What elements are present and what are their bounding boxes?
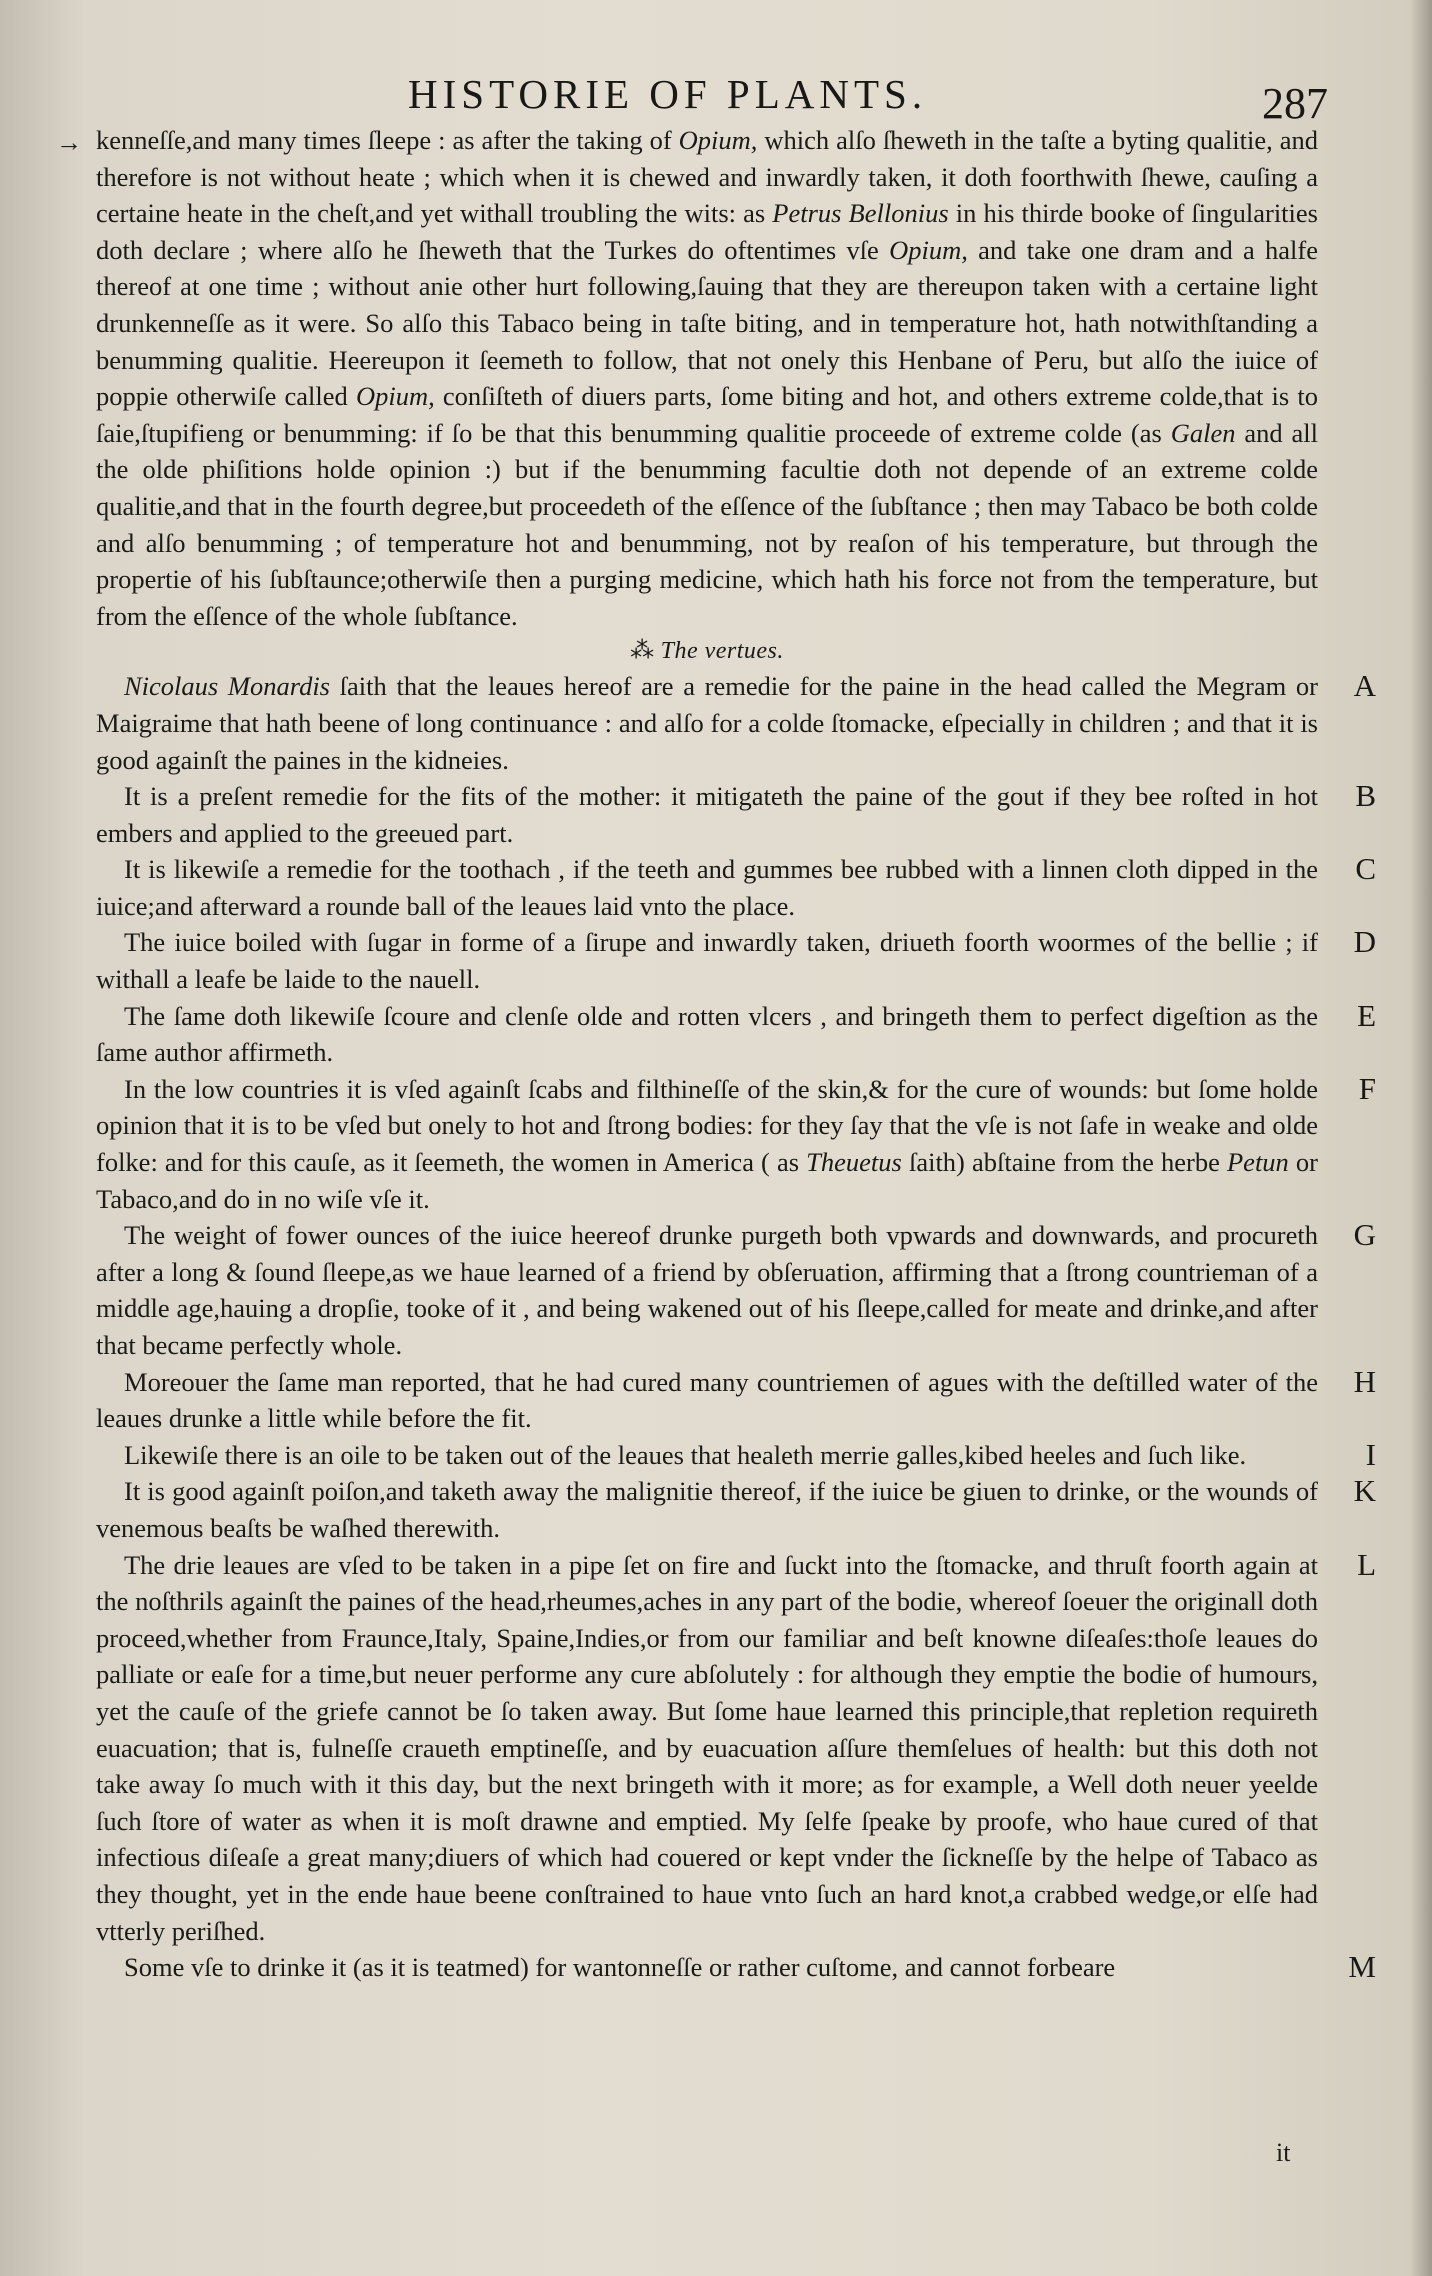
- vertue-paragraph: [96, 1217, 1376, 1363]
- margin-letter: L: [1357, 1546, 1376, 1582]
- margin-letter: F: [1358, 1070, 1376, 1106]
- margin-letter: B: [1355, 778, 1376, 814]
- text-run: Likewiſe there is an oile to be taken out of the leaues that healeth merrie galles,kibed heeles and ſuch like.: [124, 1439, 1247, 1470]
- vertue-paragraph: [96, 1473, 1376, 1546]
- running-title: HISTORIE OF PLANTS.: [408, 71, 928, 117]
- text-run: In the low countries it is vſed againſt ſcabs and filthineſſe of the skin,& for the cure of wounds: but ſome holde opinion that it is to be vſed but onely to hot and ſtrong bodies: for they ſay that the vſe is not ſafe in weake and olde folke: and for this cauſe, as it ſeemeth, the women in America ( as: [96, 1073, 1318, 1178]
- pointer-mark: →: [56, 128, 82, 157]
- vertue-paragraph: [96, 1949, 1376, 1986]
- section-heading-text: The vertues.: [660, 638, 784, 665]
- text-run: Moreouer the ſame man reported, that he had cured many countriemen of agues with the deſtilled water of the leaues drunke a little while before the fit.: [96, 1366, 1318, 1434]
- margin-letter: C: [1355, 851, 1376, 887]
- margin-letter: I: [1365, 1436, 1376, 1472]
- vertue-paragraph: [96, 668, 1376, 778]
- margin-letter: D: [1353, 924, 1376, 960]
- page-number: 287: [1262, 79, 1328, 128]
- text-run: It is likewiſe a remedie for the toothach , if the teeth and gummes bee rubbed with a linnen cloth dipped in the iuice;and afterward a rounde ball of the leaues laid vnto the place.: [96, 854, 1318, 921]
- text-run: and take one dram and a halfe thereof at one time ; without anie other hurt following,ſauing that they are thereupon taken with a certaine light drunkenneſſe as it were. So alſo this Tabaco being in taſte biting, and in temperature hot, hath notwithſtanding a benumming qualitie. Heereupon it ſeemeth to follow, that not onely this Henbane of Peru, but alſo the iuice of poppie otherwiſe called: [96, 234, 1318, 412]
- vertue-paragraph: [96, 1070, 1376, 1217]
- text-run: ſaith) abſtaine from the herbe: [901, 1147, 1227, 1178]
- text-run: or Tabaco,and do in no wiſe vſe it.: [96, 1147, 1318, 1214]
- italic-term: Galen: [1170, 417, 1236, 448]
- italic-term: Theuetus: [806, 1147, 902, 1178]
- margin-letter: G: [1353, 1217, 1376, 1253]
- text-run: ſaith that the leaues hereof are a remedie for the paine in the head called the Megram or Maigraime that hath beene of long continuance : and alſo for a colde ſtomacke, eſpecially in children ; and that it is good againſt the paines in the kidneies.: [96, 671, 1318, 775]
- text-run: kenneſſe,and many times ſleepe : as after the taking of: [96, 125, 679, 155]
- section-heading: [96, 634, 1318, 668]
- vertue-paragraph: [96, 1436, 1376, 1474]
- italic-term: Opium,: [889, 234, 968, 265]
- vertue-paragraph: [96, 1363, 1376, 1437]
- text-run: It is a preſent remedie for the fits of the mother: it mitigateth the paine of the gout if they bee roſted in hot embers and applied to the greeued part.: [96, 781, 1318, 848]
- vertue-paragraph: [96, 997, 1376, 1071]
- margin-letter: K: [1353, 1473, 1376, 1509]
- italic-term: Petrus Bellonius: [772, 198, 949, 229]
- vertue-paragraph: [96, 1546, 1376, 1950]
- margin-letter: M: [1348, 1949, 1376, 1985]
- vertue-paragraph: [96, 924, 1376, 997]
- margin-letter: H: [1353, 1363, 1376, 1399]
- page-edge-shadow: [1410, 0, 1432, 2276]
- ornament-icon: ⁂: [630, 638, 655, 665]
- text-run: and all the olde phiſitions holde opinion :) but if the benumming facultie doth not depende of an extreme colde qualitie,and that in the fourth degree,but proceedeth of the eſſence of the ſubſtance ; then may Tabaco be both colde and alſo benumming ; of temperature hot and benumming, not by reaſon of his temperature, but through the propertie of his ſubſtaunce;otherwiſe then a purging medicine, which hath his force not from the temperature, but from the eſſence of the whole ſubſtance.: [96, 417, 1319, 631]
- italic-term: Opium,: [678, 125, 758, 155]
- page-body: [96, 122, 1376, 1986]
- italic-term: Petun: [1227, 1147, 1289, 1178]
- margin-letter: A: [1353, 668, 1376, 704]
- text-run: Some vſe to drinke it (as it is teatmed) for wantonneſſe or rather cuſtome, and cannot forbeare: [124, 1952, 1116, 1983]
- text-run: The drie leaues are vſed to be taken in a pipe ſet on fire and ſuckt into the ſtomacke, and thruſt foorth again at the noſthrils againſt the paines of the head,rheumes,aches in any part of the bodie, whereof ſoeuer the originall doth proceed,whether from Fraunce,Italy, Spaine,Indies,or from our familiar and beſt knowne diſeaſes:thoſe leaues do palliate or eaſe for a time,but neuer performe any cure abſolutely : for although they emptie the bodie of humours, yet the cauſe of the griefe cannot be ſo taken away. But ſome haue learned this principle,that repletion requireth euacuation; that is, fulneſſe craueth emptineſſe, and by euacuation aſſure themſelues of health: but this doth not take away ſo much with it this day, but the next bringeth with it more; as for example, a Well doth neuer yeelde ſuch ſtore of water as when it is moſt drawne and emptied. My ſelfe ſpeake by proofe, who haue cured of that infectious diſeaſe a great many;diuers of which had couered or kept vnder the ſickneſſe by the helpe of Tabaco as they thought, yet in the ende haue beene conſtrained to haue vnto ſuch an hard knot,a crabbed wedge,or elſe had vtterly periſhed.: [96, 1549, 1318, 1946]
- text-run: in his thirde booke of ſingularities doth declare ; where alſo he ſheweth that the Turkes do oftentimes vſe: [96, 198, 1318, 265]
- italic-term: Nicolaus Monardis: [124, 671, 330, 702]
- vertue-paragraph: [96, 851, 1376, 924]
- vertue-paragraph: [96, 778, 1376, 851]
- intro-paragraph: [96, 122, 1318, 634]
- text-run: The iuice boiled with ſugar in forme of a ſirupe and inwardly taken, driueth foorth woormes of the bellie ; if withall a leafe be laide to the nauell.: [96, 927, 1318, 995]
- catchword: it: [1276, 2138, 1291, 2167]
- text-run: The weight of fower ounces of the iuice heereof drunke purgeth both vpwards and downwards, and procureth after a long & ſound ſleepe,as we haue learned of a friend by obſeruation, affirming that a ſtrong countrieman of a middle age,hauing a dropſie, tooke of it , and being wakened out of his ſleepe,called for meate and drinke,and after that became perfectly whole.: [96, 1220, 1318, 1360]
- italic-term: Opium,: [355, 381, 435, 412]
- text-run: It is good againſt poiſon,and taketh away the malignitie thereof, if the iuice be giuen to drinke, or the wounds of venemous beaſts be waſhed therewith.: [96, 1476, 1318, 1543]
- text-run: conſiſteth of diuers parts, ſome biting and hot, and others extreme colde,that is to ſaie,ſtupifieng or benumming: if ſo be that this benumming qualitie proceede of extreme colde (as: [96, 381, 1319, 448]
- text-run: The ſame doth likewiſe ſcoure and clenſe olde and rotten vlcers , and bringeth them to perfect digeſtion as the ſame author affirmeth.: [96, 1000, 1318, 1068]
- text-run: which alſo ſheweth in the taſte a byting qualitie, and therefore is not without heate ; which when it is chewed and inwardly taken, it doth foorthwith ſhewe, cauſing a certaine heate in the cheſt,and yet withall troubling the wits: as: [96, 125, 1318, 229]
- margin-letter: E: [1357, 997, 1376, 1033]
- vertues-list: [96, 668, 1376, 1985]
